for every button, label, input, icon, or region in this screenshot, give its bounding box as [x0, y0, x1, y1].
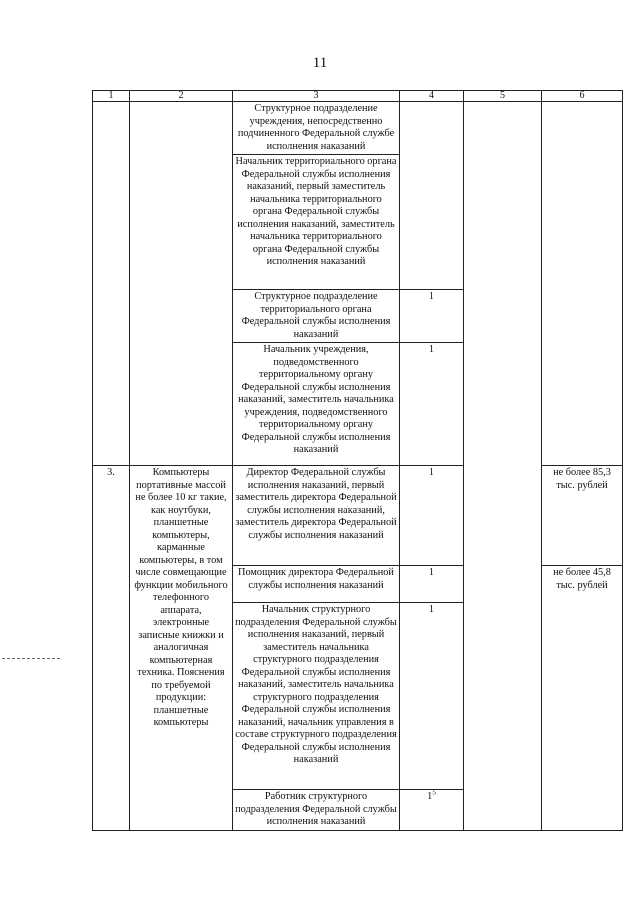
- procurement-table: [92, 90, 623, 831]
- cell-quantity: 1: [400, 466, 464, 566]
- cell-position: Начальник структурного подразделения Федеральной службы исполнения наказаний, первый заместитель начальника структурного подразделения Федеральной службы исполнения наказаний, заместитель начальника структурного подразделения Федеральной службы исполнения наказаний, начальник управления в составе структурного подразделения Федеральной службы исполнения наказаний: [233, 603, 400, 790]
- cell-position: Начальник территориального органа Федеральной службы исполнения наказаний, первый заместитель начальника территориального органа Федеральной службы исполнения наказаний, заместитель начальника территориального органа Федеральной службы исполнения наказаний: [233, 155, 400, 290]
- cell-quantity: [400, 790, 464, 831]
- col-header-2: 2: [130, 91, 233, 102]
- cell-number-cont: [93, 102, 130, 466]
- cell-number: 3.: [93, 466, 130, 831]
- cell-position: Директор Федеральной службы исполнения наказаний, первый заместитель директора Федеральной службы исполнения наказаний, заместитель директора Федеральной службы исполнения наказаний: [233, 466, 400, 566]
- table-row: [93, 102, 623, 155]
- cell-description: Компьютеры портативные массой не более 10 кг такие, как ноутбуки, планшетные компьютеры, карманные компьютеры, в том числе совмещающие функции мобильного телефонного аппарата, электронные записные книжки и аналогичная компьютерная техника. Пояснения по требуемой продукции: планшетные компьютеры: [130, 466, 233, 831]
- quantity-value: 1: [427, 791, 433, 802]
- cell-quantity: 1: [400, 343, 464, 466]
- cell-quantity: 1: [400, 603, 464, 790]
- page-number: 11: [312, 55, 328, 71]
- table-row: [93, 466, 623, 566]
- cell-col5: [464, 102, 542, 831]
- footnote-marker: 5: [432, 788, 436, 797]
- cell-quantity: 1: [400, 290, 464, 343]
- cell-description-cont: [130, 102, 233, 466]
- cell-position: Работник структурного подразделения Федеральной службы исполнения наказаний: [233, 790, 400, 831]
- cell-position: Структурное подразделение территориального органа Федеральной службы исполнения наказаний: [233, 290, 400, 343]
- header-row: [93, 91, 623, 102]
- col-header-3: 3: [233, 91, 400, 102]
- cell-price: не более 45,8 тыс. рублей: [542, 566, 623, 831]
- cell-price: не более 85,3 тыс. рублей: [542, 466, 623, 566]
- cell-position: Начальник учреждения, подведомственного территориальному органу Федеральной службы исполнения наказаний, заместитель начальника учреждения, подведомственного территориальному органу Федеральной службы исполнения наказаний: [233, 343, 400, 466]
- col-header-1: 1: [93, 91, 130, 102]
- col-header-5: 5: [464, 91, 542, 102]
- cell-position: Структурное подразделение учреждения, непосредственно подчиненного Федеральной службе исполнения наказаний: [233, 102, 400, 155]
- cell-price-cont: [542, 102, 623, 466]
- cell-position: Помощник директора Федеральной службы исполнения наказаний: [233, 566, 400, 603]
- cell-quantity: 1: [400, 566, 464, 603]
- cell-quantity: [400, 102, 464, 290]
- col-header-4: 4: [400, 91, 464, 102]
- col-header-6: 6: [542, 91, 623, 102]
- margin-mark: [2, 658, 60, 659]
